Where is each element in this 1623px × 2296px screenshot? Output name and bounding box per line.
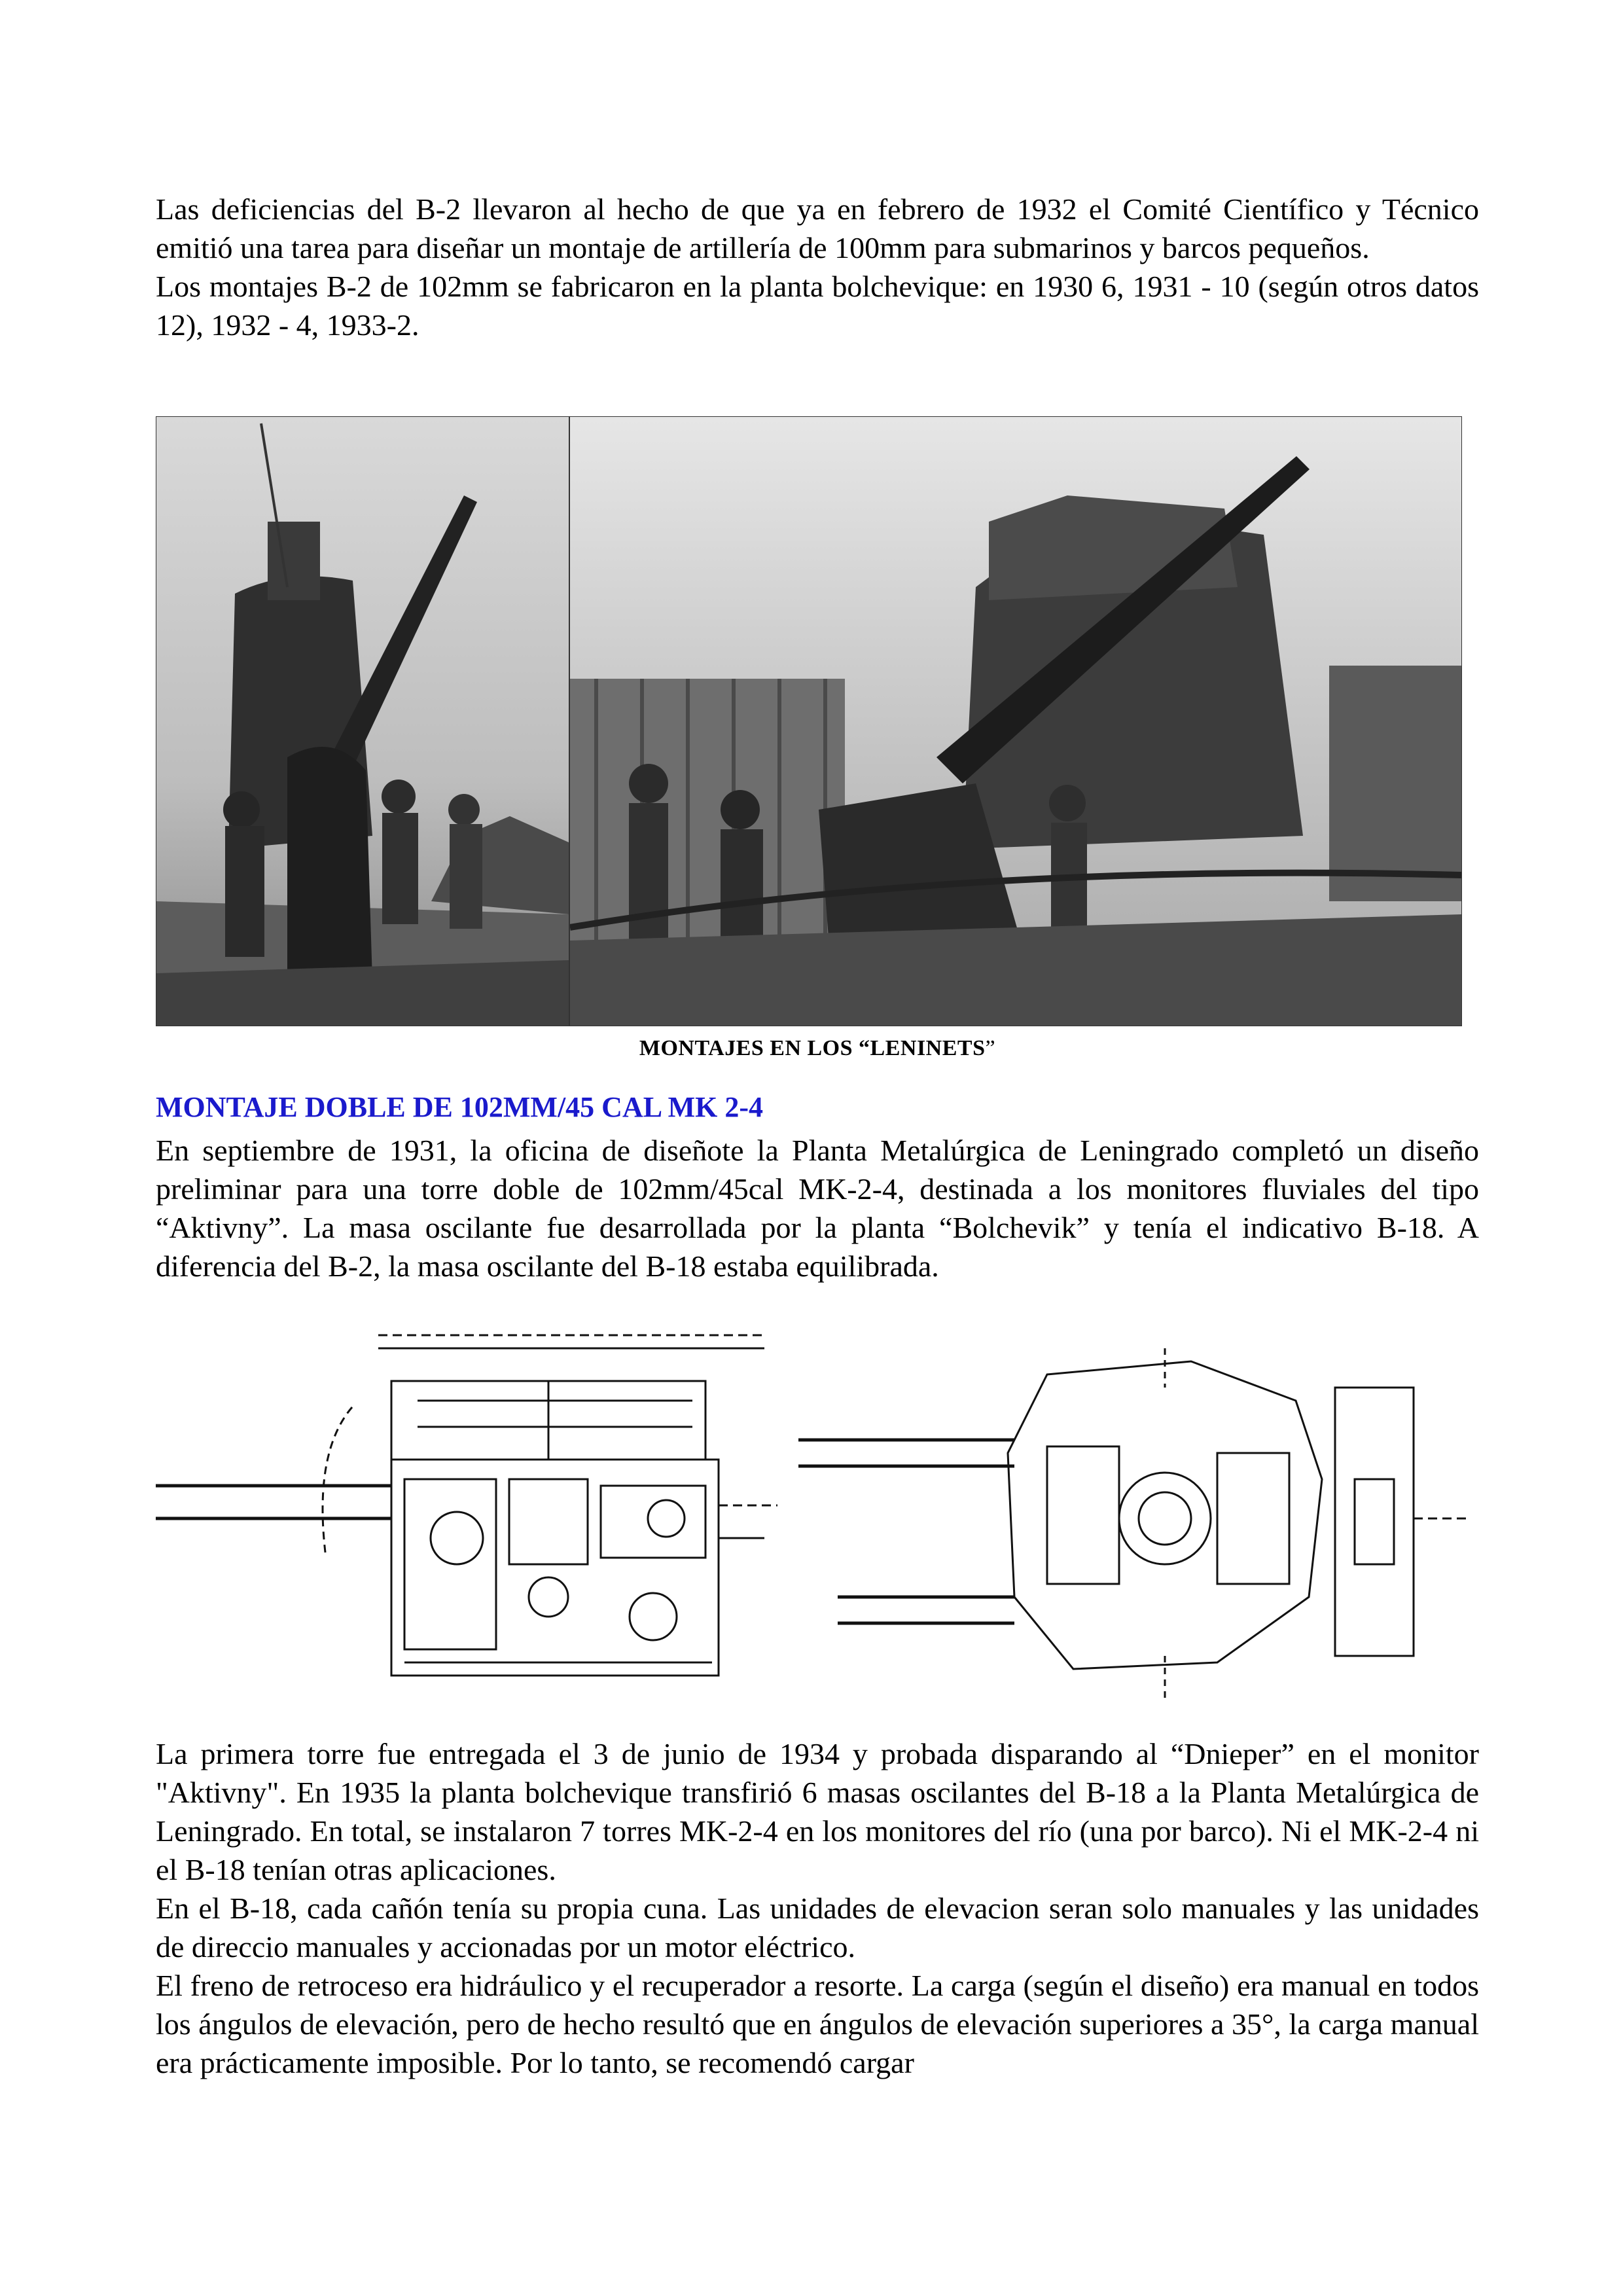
section-heading: MONTAJE DOBLE DE 102MM/45 CAL MK 2-4 [156,1091,764,1123]
photo-left [156,416,569,1026]
body-text [156,1734,1479,2082]
body-paragraph-2: En el B-18, cada cañón tenía su propia cuna. Las unidades de elevacion seran solo manuales y las unidades de direccio manuales y accionadas por un motor eléctrico. [156,1892,1479,1964]
photo-caption-quote: ” [985,1036,996,1060]
photo-caption [156,1036,1479,1061]
photo-caption-text: MONTAJES EN LOS “LENINETS [639,1036,986,1060]
drawing-side-view [156,1322,784,1695]
section-paragraph-1: En septiembre de 1931, la oficina de diseñote la Planta Metalúrgica de Leningrado completó un diseño preliminar para una torre doble de 102mm/45cal MK-2-4, destinada a los monitores fluviales del tipo “Aktivny”. La masa oscilante fue desarrollada por la planta “Bolchevik” y tenía el indicativo B-18. A diferencia del B-2, la masa oscilante del B-18 estaba equilibrada. [156,1134,1479,1283]
section-text [156,1131,1479,1285]
photo-left-image [156,417,569,1026]
body-paragraph-1: La primera torre fue entregada el 3 de junio de 1934 y probada disparando al “Dnieper” en el monitor "Aktivny". En 1935 la planta bolchevique transfirió 6 masas oscilantes del B-18 a la Planta Metalúrgica de Leningrado. En total, se instalaron 7 torres MK-2-4 en los monitores del río (una por barco). Ni el MK-2-4 ni el B-18 tenían otras aplicaciones. [156,1737,1479,1886]
body-paragraph-3: El freno de retroceso era hidráulico y el recuperador a resorte. La carga (según el diseño) era manual en todos los ángulos de elevación, pero de hecho resultó que en ángulos de elevación superiores a 35°, la carga manual era prácticamente imposible. Por lo tanto, se recomendó cargar [156,1969,1479,2079]
intro-paragraph-2: Los montajes B-2 de 102mm se fabricaron en la planta bolchevique: en 1930 6, 1931 - 10 (según otros datos 12), 1932 - 4, 1933-2. [156,270,1479,342]
intro-text [156,190,1479,344]
photo-right [569,416,1462,1026]
photo-right-image [570,417,1461,1026]
drawing-plan-view [798,1348,1466,1702]
intro-paragraph-1: Las deficiencias del B-2 llevaron al hecho de que ya en febrero de 1932 el Comité Científico y Técnico emitió una tarea para diseñar un montaje de artillería de 100mm para submarinos y barcos pequeños. [156,192,1479,264]
